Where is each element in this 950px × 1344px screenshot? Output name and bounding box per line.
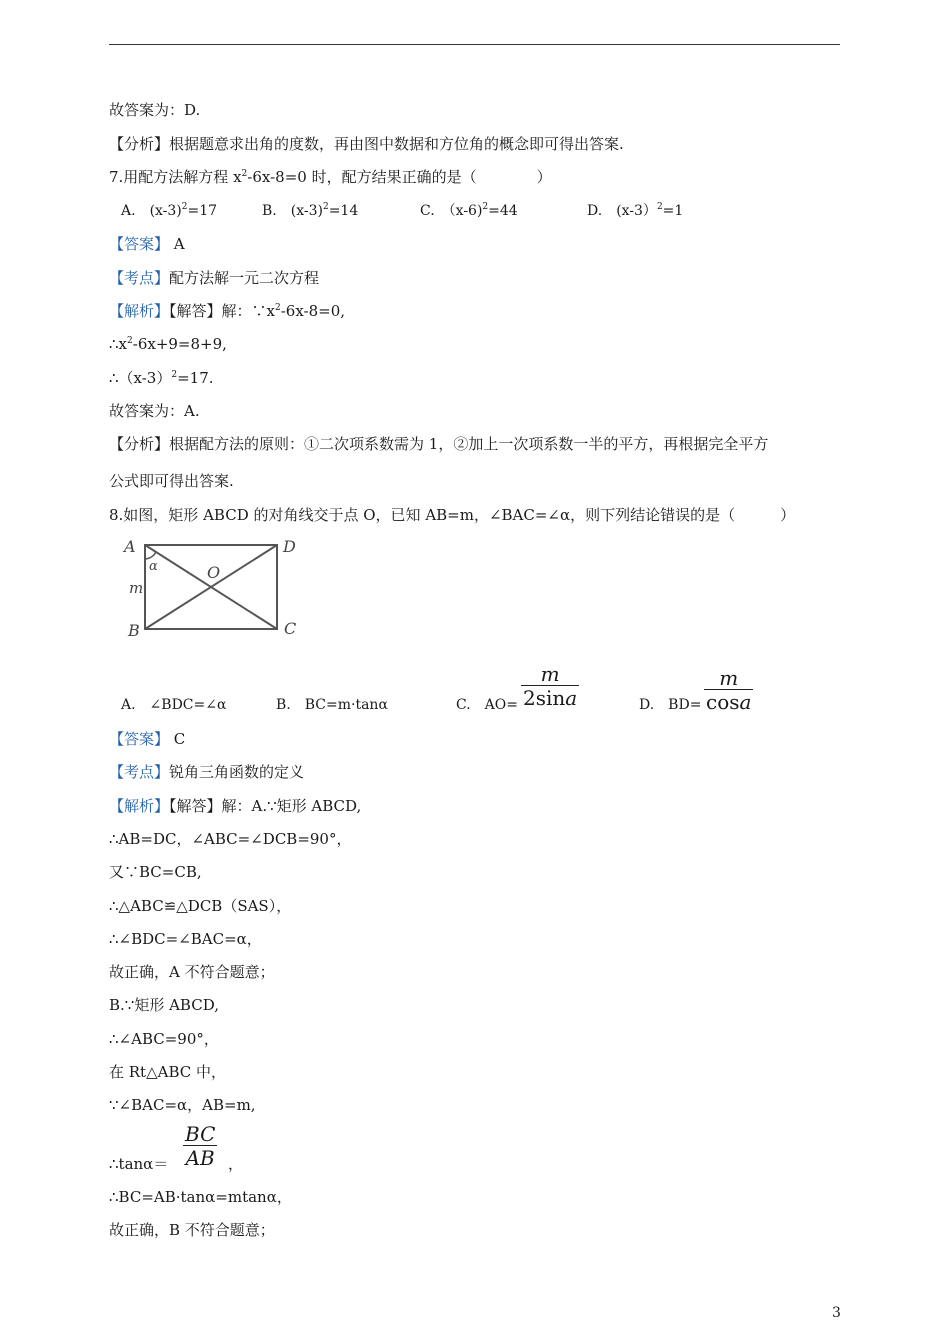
analysis-line: 【分析】根据题意求出角的度数，再由图中数据和方位角的概念即可得出答案. (109, 135, 624, 153)
label-o: O (207, 563, 221, 582)
text-line: 故答案为：A. (109, 402, 200, 420)
solution-step: ∴AB=DC，∠ABC=∠DCB=90°， (109, 830, 352, 848)
label-alpha: α (149, 559, 158, 574)
question-7: 7.用配方法解方程 $x^2-6x-8=0$ 时，配方结果正确的是（ ） (109, 168, 552, 186)
fraction-c: m 2sina (523, 662, 578, 710)
page-number: 3 (832, 1305, 841, 1321)
answer-line: 【答案】 A (109, 235, 185, 253)
option-d: D. (x-3）$^2$=1 (587, 202, 684, 219)
knowledge-point: 【考点】配方法解一元二次方程 (109, 269, 320, 287)
label-b: B (128, 621, 140, 640)
solution-step: ∵∠BAC=α，AB=m, (109, 1096, 256, 1114)
option-b: B. $(x-3)^2=14$ (262, 202, 359, 219)
solution-step: ∴tanα＝ (109, 1155, 169, 1173)
header-rule (109, 44, 840, 45)
question-8: 8.如图，矩形 ABCD 的对角线交于点 O，已知 AB=m，∠BAC=∠α，则下列结论错误的是（ ） (109, 506, 796, 524)
solution-step: ∴BC=AB·tanα=mtanα， (109, 1188, 292, 1206)
label-a: A (124, 537, 136, 556)
analysis-line-cont: 公式即可得出答案. (109, 472, 234, 490)
solution-step: 故正确，A 不符合题意； (109, 963, 275, 981)
solution-step: 又∵BC=CB, (109, 863, 202, 881)
solution-step: $\therefore x^2-6x+9=8+9$, (109, 335, 227, 353)
solution-step: 故正确，B 不符合题意； (109, 1221, 275, 1239)
label-c: C (284, 619, 297, 638)
option-d: D. BD= (639, 697, 702, 713)
option-c: C. AO= (456, 697, 518, 713)
punctuation: ， (228, 1155, 244, 1173)
fraction-bc-ab: BC AB (185, 1122, 216, 1170)
analysis-line: 【分析】根据配方法的原则：①二次项系数需为 1，②加上一次项系数一半的平方，再根据完全平方 (109, 435, 769, 453)
rectangle-figure (118, 532, 308, 644)
text-line: 故答案为：D. (109, 101, 201, 119)
solution-line: 【解析】【解答】解：A.∵矩形 ABCD, (109, 797, 362, 815)
solution-step: ∴∠BDC=∠BAC=α， (109, 930, 262, 948)
solution-step: $\therefore(x-3)^2=17$. (109, 369, 214, 387)
solution-step: B.∵矩形 ABCD, (109, 996, 219, 1014)
answer-line: 【答案】 C (109, 730, 186, 748)
knowledge-point: 【考点】锐角三角函数的定义 (109, 763, 305, 781)
solution-step: 在 Rt△ABC 中， (109, 1063, 227, 1081)
option-a: A. $(x-3)^2=17$ (121, 202, 218, 219)
option-c: C. （x-6)$^2$=44 (420, 202, 518, 219)
solution-step: ∴△ABC≌△DCB（SAS）， (109, 897, 292, 915)
angle-arc (145, 552, 156, 559)
solution-line: 【解析】【解答】解：$\because x^2-6x-8=0$, (109, 302, 346, 320)
option-a: A. ∠BDC=∠α (121, 697, 227, 713)
option-b: B. BC=m·tanα (276, 697, 388, 713)
solution-step: ∴∠ABC=90°， (109, 1030, 219, 1048)
label-m: m (129, 579, 144, 597)
fraction-d: m cosa (706, 666, 752, 714)
label-d: D (283, 537, 296, 556)
